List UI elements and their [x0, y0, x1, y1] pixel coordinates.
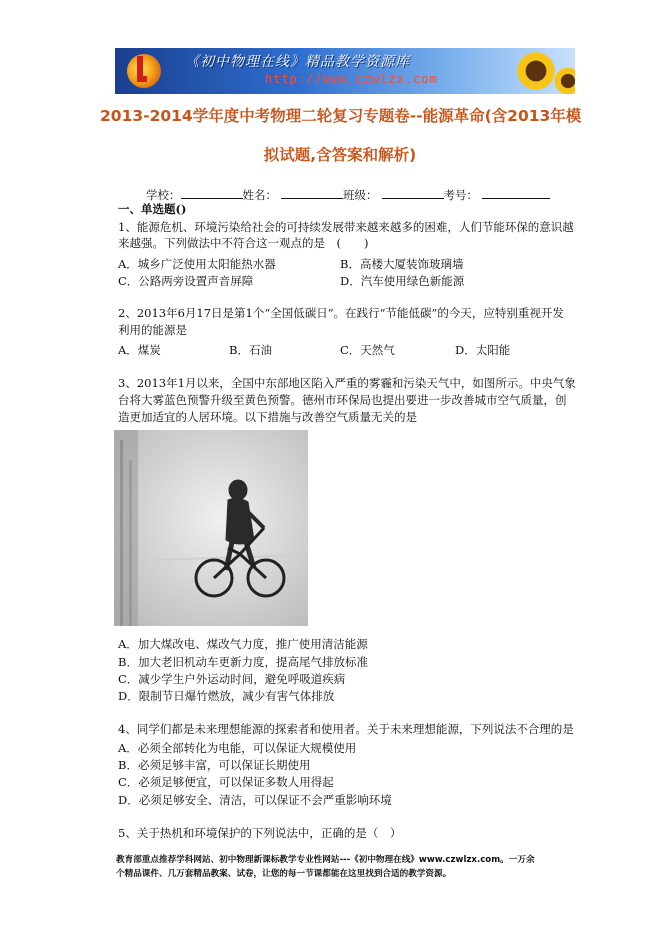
number-blank [482, 186, 550, 199]
school-label: 学校： [146, 188, 181, 202]
banner-title: 《初中物理在线》精品教学资源库 [185, 54, 410, 70]
q4-option-d: D．必须足够安全、清洁，可以保证不会严重影响环境 [118, 793, 392, 807]
class-label: 班级： [343, 188, 378, 202]
q1-option-a: A．城乡广泛使用太阳能热水器 [118, 257, 276, 271]
school-blank [181, 186, 243, 199]
q1-option-b: B．高楼大厦装饰玻璃墙 [340, 257, 464, 271]
q2-stem-line-2: 利用的能源是 [118, 323, 187, 337]
q4-option-a: A．必须全部转化为电能，可以保证大规模使用 [118, 741, 357, 755]
footer-line-2: 个精品课件、几万套精品教案、试卷，让您的每一节课都能在这里找到合适的教学资源。 [116, 869, 452, 879]
header-banner [115, 48, 575, 94]
q1-option-d: D．汽车使用绿色新能源 [340, 274, 465, 288]
sunflower-small-icon [553, 66, 575, 94]
q1-option-c: C．公路两旁设置声音屏障 [118, 274, 254, 288]
logo-letter-icon [137, 56, 147, 82]
foggy-cyclist-photo [114, 430, 308, 626]
q2-option-d: D．太阳能 [455, 343, 511, 357]
q2-option-c: C．天然气 [340, 343, 395, 357]
document-title-line-2: 拟试题,含答案和解析) [263, 146, 417, 164]
q1-stem-line-1: 1、能源危机、环境污染给社会的可持续发展带来越来越多的困难，人们节能环保的意识越 [118, 220, 574, 234]
q3-stem-line-1: 3、2013年1月以来，全国中东部地区陷入严重的雾霾和污染天气中，如图所示。中央气象 [118, 376, 576, 390]
name-blank [281, 186, 343, 199]
q2-option-a: A．煤炭 [118, 343, 161, 357]
document-title-line-1: 2013-2014学年度中考物理二轮复习专题卷--能源革命(含2013年模 [100, 107, 582, 125]
class-blank [382, 186, 444, 199]
q3-stem-line-2: 台将大雾蓝色预警升级至黄色预警。德州市环保局也提出要进一步改善城市空气质量，创 [118, 393, 567, 407]
q2-option-b: B．石油 [229, 343, 272, 357]
q3-stem-line-3: 造更加适宜的人居环境。以下措施与改善空气质量无关的是 [118, 410, 417, 424]
name-label: 姓名： [242, 188, 277, 202]
q2-stem-line-1: 2、2013年6月17日是第1个“全国低碳日”。在践行“节能低碳”的今天，应特别重视开发 [118, 306, 564, 320]
sunflower-icon [515, 50, 557, 92]
banner-url: http://www.czwlzx.com [265, 72, 438, 86]
student-info-line [146, 186, 550, 203]
q4-stem-line-1: 4、同学们都是未来理想能源的探索者和使用者。关于未来理想能源，下列说法不合理的是 [118, 722, 574, 736]
q5-stem-line-1: 5、关于热机和环境保护的下列说法中，正确的是（ ） [118, 826, 402, 840]
q4-option-b: B．必须足够丰富，可以保证长期使用 [118, 758, 311, 772]
q3-option-d: D．限制节日爆竹燃放，减少有害气体排放 [118, 689, 335, 703]
q1-stem-line-2: 来越强。下列做法中不符合这一观点的是 ( ) [118, 236, 369, 250]
number-label: 考号： [443, 188, 478, 202]
q3-option-c: C．减少学生户外运动时间，避免呼吸道疾病 [118, 672, 346, 686]
q3-option-b: B．加大老旧机动车更新力度，提高尾气排放标准 [118, 655, 368, 669]
q4-option-c: C．必须足够便宜，可以保证多数人用得起 [118, 775, 334, 789]
q3-option-a: A．加大煤改电、煤改气力度，推广使用清洁能源 [118, 637, 368, 651]
section-heading: 一、单选题() [118, 202, 187, 216]
footer-line-1: 教育部重点推荐学科网站、初中物理新课标教学专业性网站---《初中物理在线》www.czwlzx.com。一万余 [116, 855, 535, 865]
page-footer [116, 853, 564, 881]
